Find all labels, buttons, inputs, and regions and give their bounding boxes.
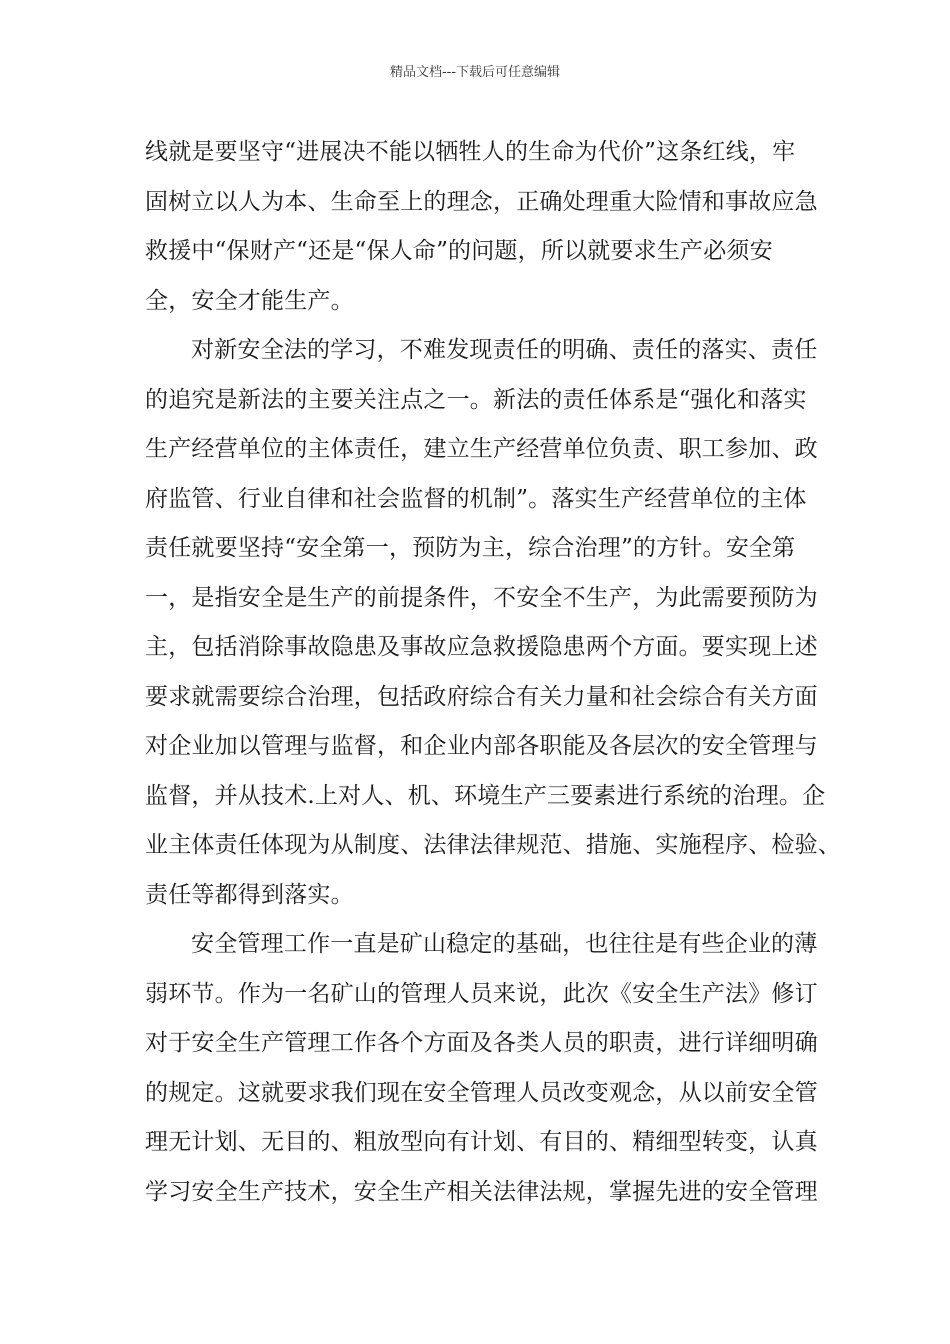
- text-line: 弱环节。作为一名矿山的管理人员来说，此次《安全生产法》修订: [145, 980, 818, 1007]
- text-line: 主，包括消除事故隐患及事故应急救援隐患两个方面。要实现上述: [145, 634, 818, 660]
- text-line: 一，是指安全是生产的前提条件，不安全不生产，为此需要预防为: [145, 584, 818, 611]
- paragraph-first-line: 对新安全法的学习，不难发现责任的明确、责任的落实、责任: [191, 337, 818, 363]
- text-line: 责任就要坚持“安全第一，预防为主，综合治理”的方针。安全第: [145, 535, 796, 561]
- text-line: 线就是要坚守“进展决不能以牺牲人的生命为代价”这条红线，牢: [145, 139, 796, 165]
- text-line: 全，安全才能生产。: [145, 287, 354, 314]
- text-line: 的规定。这就要求我们现在安全管理人员改变观念，从以前安全管: [145, 1079, 818, 1106]
- text-line: 责任等都得到落实。: [145, 881, 354, 908]
- text-line: 生产经营单位的主体责任，建立生产经营单位负责、职工参加、政: [145, 436, 818, 462]
- text-line: 学习安全生产技术，安全生产相关法律法规，掌握先进的安全管理: [145, 1178, 818, 1205]
- document-body: [145, 128, 841, 1217]
- text-line: 业主体责任体现为从制度、法律法律规范、措施、实施程序、检验、: [145, 832, 841, 858]
- text-line: 要求就需要综合治理，包括政府综合有关力量和社会综合有关方面: [145, 683, 818, 710]
- text-line: 监督，并从技术.上对人、机、环境生产三要素进行系统的治理。企: [145, 782, 826, 809]
- text-line: 对企业加以管理与监督，和企业内部各职能及各层次的安全管理与: [145, 733, 818, 759]
- text-line: 救援中“保财产“还是“保人命”的问题，所以就要求生产必须安: [145, 238, 773, 264]
- text-line: 理无计划、无目的、粗放型向有计划、有目的、精细型转变，认真: [145, 1129, 818, 1155]
- text-line: 的追究是新法的主要关注点之一。新法的责任体系是“强化和落实: [145, 386, 807, 413]
- text-line: 固树立以人为本、生命至上的理念，正确处理重大险情和事故应急: [145, 188, 818, 215]
- text-line: 对于安全生产管理工作各个方面及各类人员的职责，进行详细明确: [145, 1030, 818, 1056]
- paragraph-first-line: 安全管理工作一直是矿山稳定的基础，也往往是有些企业的薄: [191, 931, 818, 957]
- text-line: 府监管、行业自律和社会监督的机制”。落实生产经营单位的主体: [145, 485, 807, 512]
- page-header: 精品文档---下载后可任意编辑: [389, 65, 561, 80]
